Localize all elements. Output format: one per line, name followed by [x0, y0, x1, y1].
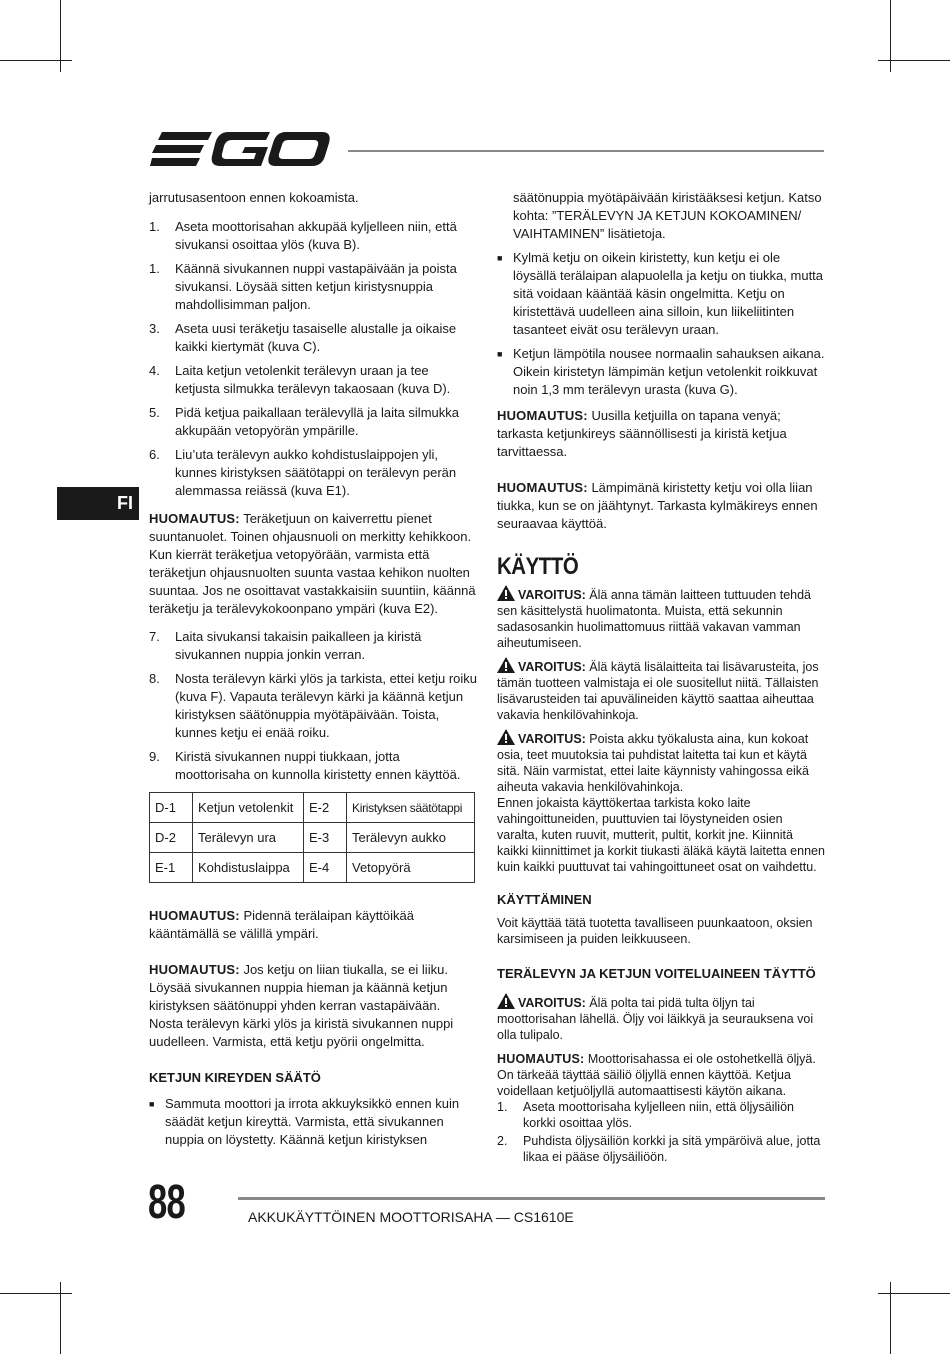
table-cell: Kiristyksen säätötappi	[347, 793, 475, 823]
list-item: 1. Aseta moottorisaha kyljelleen niin, että öljysäiliön korkki osoittaa ylös.	[497, 1100, 794, 1130]
list-item: 9. Kiristä sivukannen nuppi tiukkaan, jotta moottorisaha on kunnolla kiristetty ennen käyttöä.	[149, 749, 461, 782]
right-column	[497, 189, 827, 1171]
note-oil: HUOMAUTUS: Moottorisahassa ei ole ostohetkellä öljyä. On tärkeää täyttää säiliö öljyllä ennen käyttöä. Ketjua voidellaan ketjuöljyllä automaattisesti käytön aikana.	[497, 1052, 816, 1098]
bullet-icon: ■	[497, 253, 503, 263]
warning-block: VAROITUS: Poista akku työkalusta aina, kun kokoat osia, teet muutoksia tai puhdistat laitetta tai kun et käytä sitä. Näin varmistat, ettei laite käynnisty vahingossa eikä aiheuta vakavia henkilövahinkoja.	[497, 729, 827, 795]
note-new-chain: HUOMAUTUS: Uusilla ketjuilla on tapana venyä; tarkasta ketjunkireys säännöllisesti ja kiristä ketjua tarvittaessa.	[497, 408, 787, 459]
list-item: 6. Liu’uta terälevyn aukko kohdistuslaippojen yli, kunnes kiristyksen säätötappi on terälevyn perän alemmassa reiässä (kuva E1).	[149, 447, 457, 498]
steps-list-a	[149, 218, 477, 500]
table-cell: Terälevyn aukko	[347, 823, 475, 853]
table-cell: Terälevyn ura	[193, 823, 304, 853]
table-cell: E-3	[304, 823, 347, 853]
bullet-icon: ■	[497, 349, 503, 359]
list-item: 4. Laita ketjun vetolenkit terälevyn uraan ja tee ketjusta silmukka terälevyn takaosaan (kuva D).	[149, 363, 451, 396]
warning-icon	[497, 729, 515, 745]
warning-block: VAROITUS: Älä polta tai pidä tulta öljyn tai moottorisahan lähellä. Öljy voi läikkyä ja seurauksena voi olla tulipalo.	[497, 993, 827, 1043]
list-item: ■ Kylmä ketju on oikein kiristetty, kun ketju ei ole löysällä terälaipan alapuolella ja ketju on tiukka, mutta sitä voidaan kääntää käsin ongelmitta. Ketju on kiristettävä uudelleen aina silloin, kun liikeliitinten tasanteet eivät osu terälevyn uraan.	[497, 250, 824, 337]
header-rule	[348, 150, 824, 152]
section-heading: TERÄLEVYN JA KETJUN VOITELUAINEEN TÄYTTÖ	[497, 966, 816, 981]
warning-icon	[497, 585, 515, 601]
warning-icon	[497, 657, 515, 673]
list-item: 5. Pidä ketjua paikallaan terälevyllä ja laita silmukka akkupään vetopyörän ympärille.	[149, 405, 459, 438]
table-row	[150, 823, 475, 853]
list-item: 1. Aseta moottorisahan akkupää kyljelleen niin, että sivukansi osoittaa ylös (kuva B).	[149, 219, 457, 252]
table-cell: Vetopyörä	[347, 853, 475, 883]
intro-text: jarrutusasentoon ennen kokoamista.	[149, 190, 359, 205]
crop-mark	[60, 0, 61, 72]
note-bar-life: HUOMAUTUS: Pidennä terälaipan käyttöikää kääntämällä se välillä ympäri.	[149, 908, 415, 941]
list-item: ■ Sammuta moottori ja irrota akkuyksikkö ennen kuin säädät ketjun kireyttä. Varmista, että sivukannen nuppia on löystetty. Käännä ketjun kiristyksen	[149, 1096, 460, 1147]
table-cell: E-2	[304, 793, 347, 823]
warning-block: VAROITUS: Älä anna tämän laitteen tuttuuden tehdä sen käsittelystä huolimatonta. Muista, että sekunnin sadasosankin huolimattomuus riittää vakavan vamman aiheutumiseen.	[497, 585, 827, 651]
table-cell: Ketjun vetolenkit	[193, 793, 304, 823]
list-item: 7. Laita sivukansi takaisin paikalleen ja kiristä sivukannen nuppia jonkin verran.	[149, 629, 422, 662]
left-column	[149, 189, 477, 1155]
list-item: 3. Aseta uusi teräketju tasaiselle alustalle ja oikaise kaikki kiertymät (kuva C).	[149, 321, 457, 354]
table-cell: D-1	[150, 793, 193, 823]
continued-text: säätönuppia myötäpäivään kiristääksesi ketjun. Katso kohta: ”TERÄLEVYN JA KETJUN KOKOAMINEN/ VAIHTAMINEN” lisätietoja.	[513, 190, 822, 241]
list-item: 1. Käännä sivukannen nuppi vastapäivään ja poista sivukansi. Löysää sitten ketjun kiristysnuppia mahdollisimman paljon.	[149, 261, 457, 312]
crop-mark	[878, 60, 950, 61]
footer-rule	[238, 1197, 825, 1200]
section-title: KÄYTTÖ	[497, 553, 579, 580]
crop-mark	[890, 0, 891, 72]
section-heading: KÄYTTÄMINEN	[497, 892, 592, 907]
parts-table	[149, 792, 475, 883]
bullet-icon: ■	[149, 1099, 155, 1109]
footer-title: AKKUKÄYTTÖINEN MOOTTORISAHA — CS1610E	[248, 1209, 574, 1225]
table-row	[150, 853, 475, 883]
ego-logo	[150, 128, 330, 172]
warning-icon	[497, 993, 515, 1009]
note-arrows: HUOMAUTUS: Teräketjuun on kaiverrettu pienet suuntanuolet. Toinen ohjausnuoli on merkitty kehikkoon. Kun kierrät teräketjua vetopyörään, varmista että teräketjun ohjausnuolten suunta vastaa kehikon nuolten suuntaa. Jos ne osoittavat vastakkaisiin suuntiin, käännä teräketju ja terälevykokoonpano ympäri (kuva E2).	[149, 511, 476, 616]
note-warm-chain: HUOMAUTUS: Lämpimänä kiristetty ketju voi olla liian tiukka, kun se on jäähtynyt. Tarkasta kylmäkireys ennen seuraavaa käyttöä.	[497, 480, 818, 531]
use-text: Voit käyttää tätä tuotetta tavalliseen puunkaatoon, oksien karsimiseen ja puiden leikkuuseen.	[497, 916, 813, 946]
table-cell: E-1	[150, 853, 193, 883]
list-item: ■ Ketjun lämpötila nousee normaalin sahauksen aikana. Oikein kiristetyn lämpimän ketjun vetolenkit roikkuvat noin 1,3 mm terälevyn urasta (kuva G).	[497, 346, 825, 397]
crop-mark	[0, 60, 72, 61]
list-item: 8. Nosta terälevyn kärki ylös ja tarkista, ettei ketju roiku (kuva F). Vapauta terälevyn kärki ja käännä ketjun kiristyksen säätönuppia myötäpäivään. Toista, kunnes ketju ei enää roiku.	[149, 671, 478, 740]
note-tight-chain: HUOMAUTUS: Jos ketju on liian tiukalla, se ei liiku. Löysää sivukannen nuppia hieman ja käännä ketjun kiristyksen säätönuppi yhden kerran vastapäivään. Nosta terälevyn kärki ylös ja kiristä sivukannen nuppi uudelleen. Varmista, että ketju pyörii ongelmitta.	[149, 962, 454, 1049]
page-number: 88	[148, 1176, 186, 1229]
steps-list-b	[149, 628, 477, 784]
list-item: 2. Puhdista öljysäiliön korkki ja sitä ympäröivä alue, jotta likaa ei pääse öljysäiliöön.	[497, 1134, 821, 1164]
table-row	[150, 793, 475, 823]
crop-mark	[878, 1293, 950, 1294]
crop-mark	[0, 1293, 72, 1294]
warning-block: VAROITUS: Älä käytä lisälaitteita tai lisävarusteita, jos tämän tuotteen valmistaja ei ole suositellut niitä. Tällaisten lisävarusteiden tai apuvälineiden käyttö saattaa aiheuttaa vakavia henkilövahinkoja.	[497, 657, 827, 723]
inspection-text: Ennen jokaista käyttökertaa tarkista koko laite vahingoittuneiden, puuttuvien tai löystyneiden osien varalta, kuten ruuvit, mutterit, pultit, korkit jne. Kiinnitä kaikki kiinnittimet ja korkit tiukasti äläkä käytä laitetta ennen kuin kaikki puuttuvat tai vahingoittuneet osat on vaihdettu.	[497, 796, 825, 874]
table-cell: D-2	[150, 823, 193, 853]
section-heading: KETJUN KIREYDEN SÄÄTÖ	[149, 1070, 321, 1085]
table-cell: E-4	[304, 853, 347, 883]
language-tab: FI	[57, 487, 139, 520]
table-cell: Kohdistuslaippa	[193, 853, 304, 883]
